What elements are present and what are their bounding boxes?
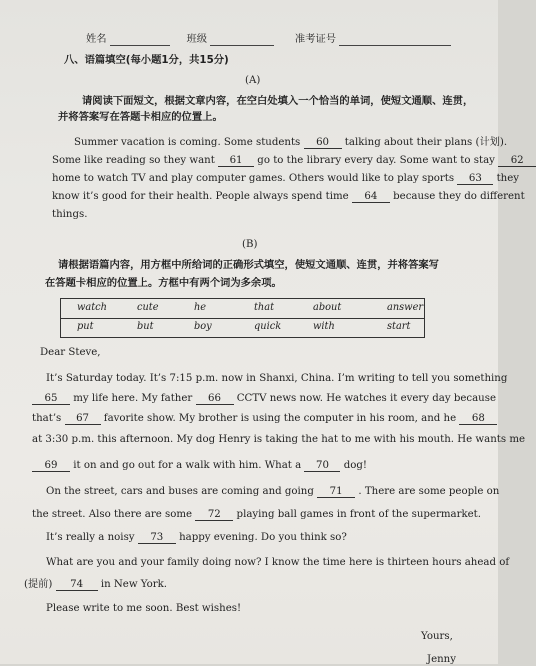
blank-70[interactable]: 70 <box>304 460 340 472</box>
blank-66[interactable]: 66 <box>196 393 234 405</box>
part-a-label: (A) <box>245 75 261 86</box>
line-text: dog! <box>343 460 367 471</box>
word-option: quick <box>254 321 282 332</box>
class-field[interactable] <box>210 45 274 46</box>
line-text: it on and go out for a walk with him. What a <box>73 460 302 471</box>
class-label: 班级 <box>186 33 208 45</box>
letter-signature: Jenny <box>427 654 456 665</box>
line-text: happy evening. Do you think so? <box>179 532 347 543</box>
passage-line <box>32 508 481 521</box>
part-b-instruction-2: 在答题卡相应的位置上。方框中有两个词为多余项。 <box>45 277 282 289</box>
word-option: watch <box>77 302 107 313</box>
line-text: the street. Also there are some <box>32 509 193 520</box>
line-text: in New York. <box>100 579 168 590</box>
passage-line: at 3:30 p.m. this afternoon. My dog Henry is taking the hat to me with his mouth. He wants me <box>32 434 526 445</box>
word-option: boy <box>194 321 212 332</box>
passage-line <box>46 485 499 498</box>
passage-line <box>46 531 347 544</box>
word-option: he <box>194 302 207 313</box>
word-box <box>60 298 425 338</box>
passage-line <box>32 459 367 472</box>
name-label: 姓名 <box>86 33 107 45</box>
line-text: home to watch TV and play computer games. Others would like to play sports <box>52 173 455 184</box>
blank-72[interactable]: 72 <box>195 509 233 521</box>
line-text: Summer vacation is coming. Some students <box>74 137 301 148</box>
passage-line <box>52 190 525 203</box>
passage-line: It’s Saturday today. It’s 7:15 p.m. now in Shanxi, China. I’m writing to tell you something <box>46 373 508 384</box>
line-text: that’s <box>32 413 62 424</box>
passage-line <box>24 578 167 591</box>
passage-line <box>32 412 497 425</box>
section-title: 八、语篇填空(每小题1分，共15分) <box>64 54 229 66</box>
line-text: . There are some people on <box>358 486 500 497</box>
line-text: my life here. My father <box>73 393 193 404</box>
line-text: favorite show. My brother is using the computer in his room, and he <box>103 413 457 424</box>
word-option: that <box>254 302 275 313</box>
part-b-instruction-1: 请根据语篇内容，用方框中所给词的正确形式填空，使短文通顺、连贯，并将答案写 <box>58 259 439 271</box>
letter-salutation: Dear Steve, <box>40 347 101 358</box>
line-text: It’s really a noisy <box>46 532 135 543</box>
line-text: they <box>496 173 520 184</box>
passage-line <box>74 136 507 149</box>
line-text: CCTV news now. He watches it every day because <box>236 393 496 404</box>
part-a-instruction-1: 请阅读下面短文，根据文章内容，在空白处填入一个恰当的单词，使短文通顺、连贯， <box>82 95 474 107</box>
blank-71[interactable]: 71 <box>317 486 355 498</box>
blank-69[interactable]: 69 <box>32 460 70 472</box>
passage-line <box>52 154 536 167</box>
blank-61[interactable]: 61 <box>218 155 254 167</box>
part-a-instruction-2: 并将答案写在答题卡相应的位置上。 <box>58 111 223 123</box>
line-text: because they do different <box>393 191 525 202</box>
exam-number-label: 准考证号 <box>294 33 337 45</box>
line-text: playing ball games in front of the supermarket. <box>236 509 481 520</box>
passage-line <box>52 172 519 185</box>
word-option: start <box>387 321 411 332</box>
line-text: Some like reading so they want <box>52 155 215 166</box>
line-text: know it’s good for their health. People always spend time <box>52 191 349 202</box>
blank-60[interactable]: 60 <box>304 137 342 149</box>
exam-number-field[interactable] <box>339 45 451 46</box>
passage-line: things. <box>52 209 88 220</box>
line-text: (提前) <box>24 579 53 590</box>
line-text: On the street, cars and buses are coming and going <box>46 486 314 497</box>
student-info-header <box>86 33 451 46</box>
word-box-row <box>61 318 424 337</box>
blank-73[interactable]: 73 <box>138 532 176 544</box>
passage-line: Please write to me soon. Best wishes! <box>46 603 242 614</box>
word-option: about <box>313 302 342 313</box>
name-field[interactable] <box>110 45 170 46</box>
word-option: with <box>313 321 335 332</box>
word-option: but <box>137 321 154 332</box>
word-box-row <box>61 299 424 319</box>
word-option: cute <box>137 302 159 313</box>
blank-62[interactable]: 62 <box>498 155 536 167</box>
part-b-label: (B) <box>242 239 258 250</box>
passage-line: What are you and your family doing now? I know the time here is thirteen hours ahead of <box>46 557 510 568</box>
blank-63[interactable]: 63 <box>457 173 493 185</box>
letter-closing: Yours, <box>421 631 453 642</box>
blank-68[interactable]: 68 <box>459 413 497 425</box>
blank-64[interactable]: 64 <box>352 191 390 203</box>
blank-67[interactable]: 67 <box>65 413 101 425</box>
blank-65[interactable]: 65 <box>32 393 70 405</box>
word-option: answer <box>387 302 424 313</box>
blank-74[interactable]: 74 <box>56 579 98 591</box>
word-option: put <box>77 321 94 332</box>
line-text: go to the library every day. Some want to stay <box>257 155 495 166</box>
passage-line <box>32 392 496 405</box>
line-text: talking about their plans (计划). <box>344 137 508 148</box>
